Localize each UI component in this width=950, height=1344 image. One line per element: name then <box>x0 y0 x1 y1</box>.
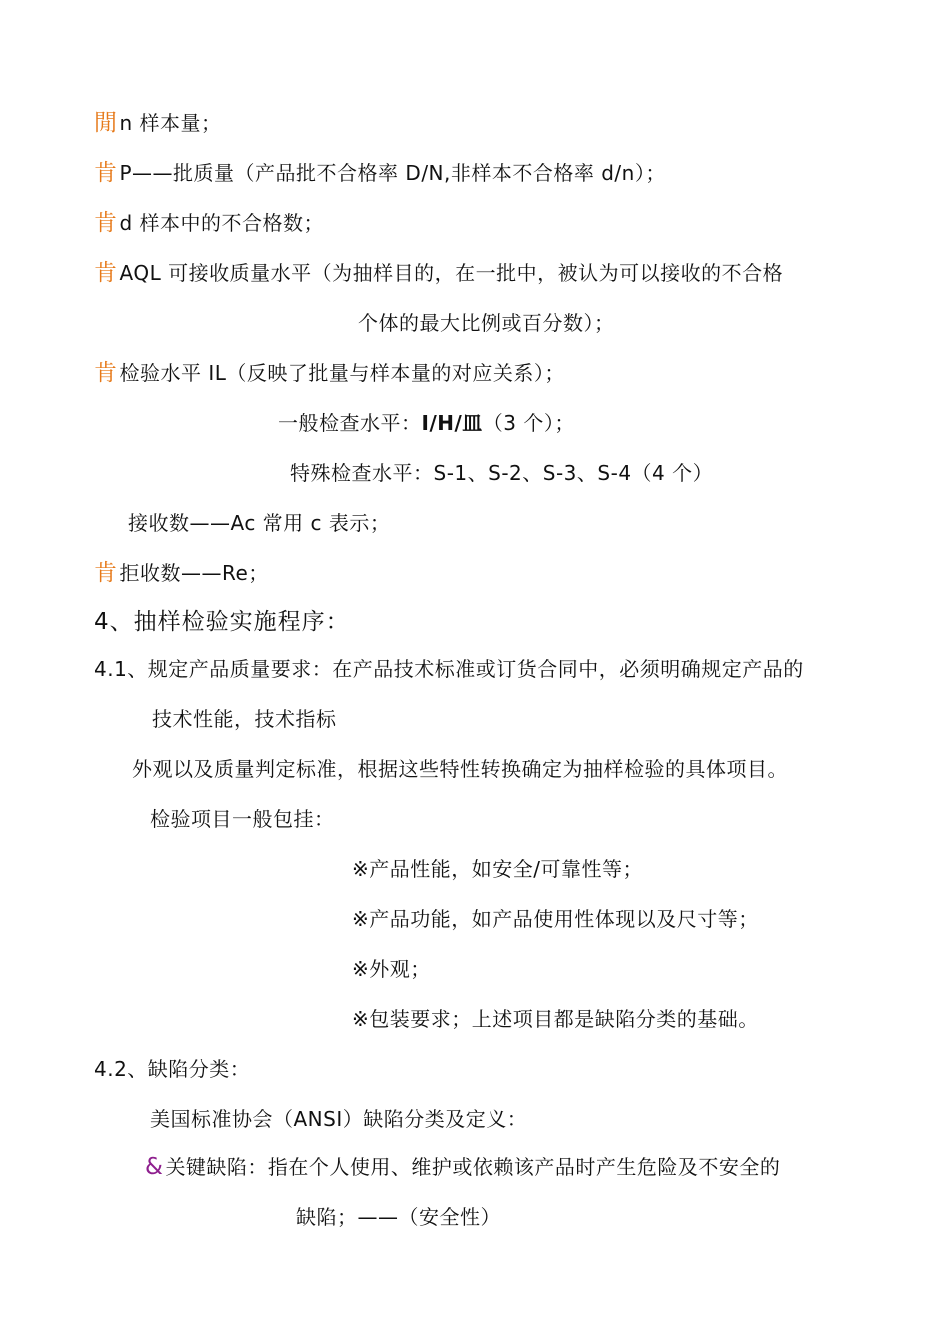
line-text: P——批质量（产品批不合格率 D/N,非样本不合格率 d/n）； <box>119 161 666 185</box>
text-line-aql <box>94 258 783 288</box>
text-line-4-2: 4.2、缺陷分类： <box>94 1057 251 1081</box>
text-line-4-1-cont1: 技术性能，技术指标 <box>152 707 337 731</box>
list-item-packaging: ※包装要求；上述项目都是缺陷分类的基础。 <box>352 1007 759 1031</box>
text-line-general-level <box>278 408 575 438</box>
text-line-reject-number <box>94 558 269 588</box>
list-item-appearance: ※外观； <box>352 957 431 981</box>
level-codes: I/H/皿 <box>421 411 483 435</box>
bullet-marker: 肯 <box>94 160 118 186</box>
section-heading-4: 4、抽样检验实施程序： <box>94 609 350 635</box>
text-line-aql-continued: 个体的最大比例或百分数）； <box>358 311 615 335</box>
text-line-critical-defect-cont: 缺陷；——（安全性） <box>296 1205 501 1229</box>
line-text: AQL 可接收质量水平（为抽样目的，在一批中，被认为可以接收的不合格 <box>119 261 784 285</box>
bullet-marker: 肯 <box>94 360 118 386</box>
line-text: 关键缺陷：指在个人使用、维护或依赖该产品时产生危险及不安全的 <box>165 1155 781 1179</box>
text-line-accept-number: 接收数——Ac 常用 c 表示； <box>128 511 391 535</box>
text-line-critical-defect <box>145 1152 780 1182</box>
bullet-marker: 肯 <box>94 210 118 236</box>
line-text: n 样本量； <box>119 111 222 135</box>
line-text: 拒收数——Re； <box>119 561 269 585</box>
line-text: 检验水平 IL（反映了批量与样本量的对应关系）； <box>119 361 565 385</box>
line-text: d 样本中的不合格数； <box>119 211 325 235</box>
text-line-defect-count <box>94 208 324 238</box>
text-line-sample-size <box>94 108 222 138</box>
text-line-4-1-cont2: 外观以及质量判定标准，根据这些特性转换确定为抽样检验的具体项目。 <box>132 757 788 781</box>
bullet-marker: 閒 <box>94 110 118 136</box>
bullet-marker: 肯 <box>94 560 118 586</box>
bullet-marker: & <box>145 1154 164 1180</box>
text-line-ansi: 美国标准协会（ANSI）缺陷分类及定义： <box>150 1107 528 1131</box>
bullet-marker: 肯 <box>94 260 118 286</box>
list-item-performance: ※产品性能，如安全/可靠性等； <box>352 857 643 881</box>
text-line-4-1: 4.1、规定产品质量要求：在产品技术标准或订货合同中，必须明确规定产品的 <box>94 657 804 681</box>
list-item-function: ※产品功能，如产品使用性体现以及尺寸等； <box>352 907 759 931</box>
line-text: （3 个）； <box>482 411 575 435</box>
line-text: 一般检查水平： <box>278 411 422 435</box>
text-line-inspection-level <box>94 358 565 388</box>
text-line-lot-quality <box>94 158 666 188</box>
text-line-special-level: 特殊检查水平：S-1、S-2、S-3、S-4（4 个） <box>290 461 714 485</box>
text-line-inspection-items: 检验项目一般包挂： <box>150 807 335 831</box>
